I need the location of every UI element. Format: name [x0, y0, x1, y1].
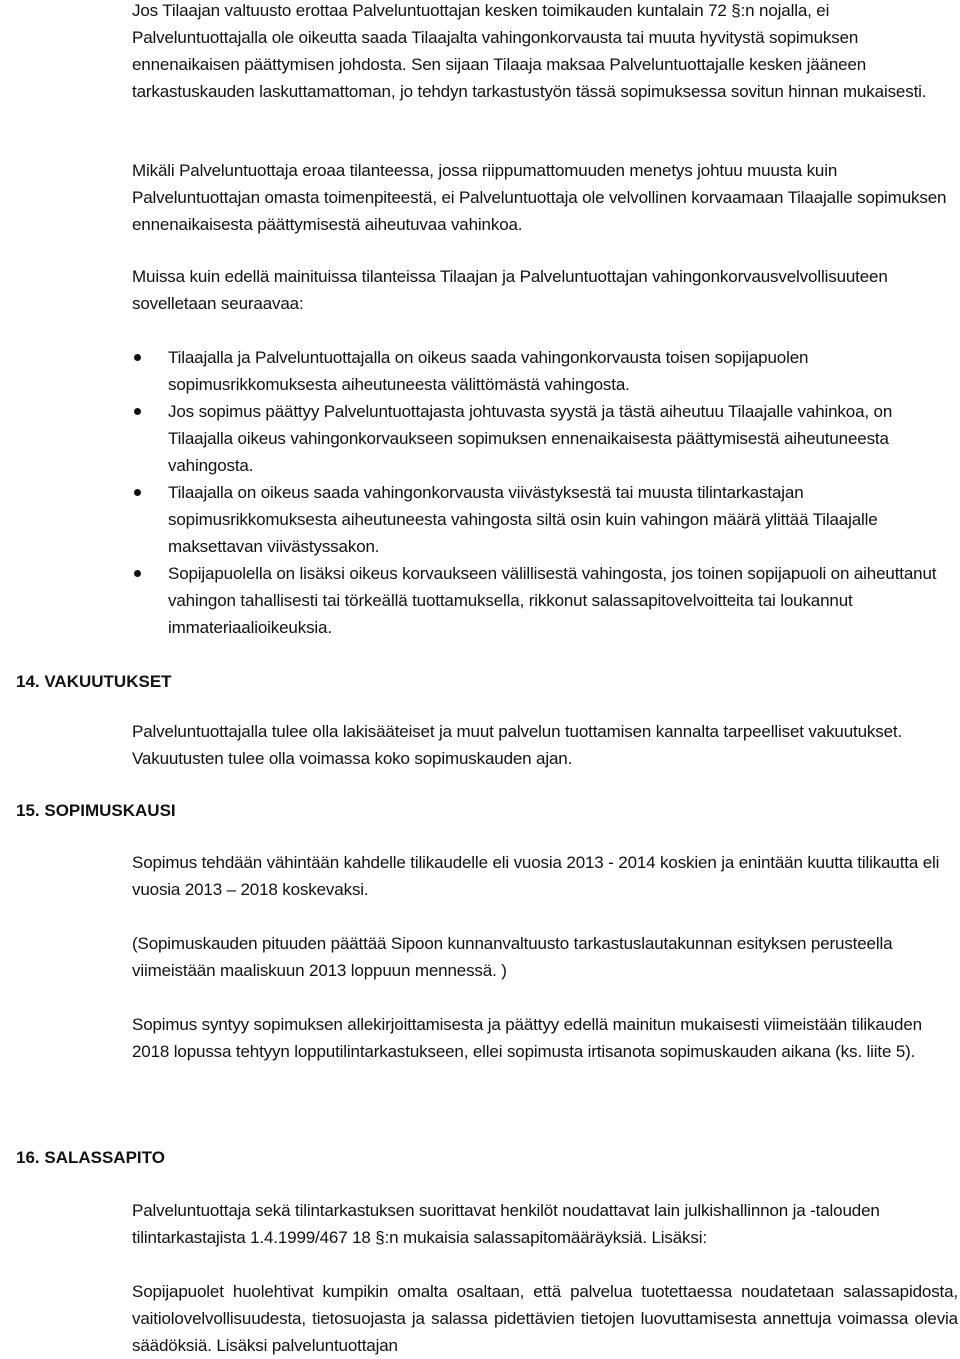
bullet-icon [134, 570, 141, 577]
list-item [132, 344, 958, 398]
paragraph-contract-duration: Sopimus tehdään vähintään kahdelle tilikaudelle eli vuosia 2013 - 2014 koskien ja enintään kuutta tilikautta eli vuosia 2013 – 2018 koskevaksi. [132, 853, 940, 899]
list-item-text: Sopijapuolella on lisäksi oikeus korvaukseen välillisestä vahingosta, jos toinen sopijapuoli on aiheuttanut vahingon tahallisesti tai törkeällä tuottamuksella, rikkonut salassapitovelvoitteita tai loukannut immateriaalioikeuksia. [168, 564, 937, 637]
section-heading-confidentiality: 16. SALASSAPITO [16, 1148, 165, 1167]
list-item-text: Jos sopimus päättyy Palveluntuottajasta johtuvasta syystä ja tästä aiheutuu Tilaajalle vahinkoa, on Tilaajalla oikeus vahingonkorvaukseen sopimuksen ennenaikaisesta päättymisestä aiheutuneesta vahingosta. [168, 402, 893, 475]
paragraph-contract-formation: Sopimus syntyy sopimuksen allekirjoittamisesta ja päättyy edellä mainitun mukaisesti viimeistään tilikauden 2018 lopussa tehtyyn lopputilintarkastukseen, ellei sopimusta irtisanota sopimuskauden aikana (ks. liite 5). [132, 1015, 922, 1061]
section-heading-insurance: 14. VAKUUTUKSET [16, 672, 172, 691]
list-item [132, 479, 958, 560]
bullet-icon [134, 489, 141, 496]
paragraph-early-termination: Jos Tilaajan valtuusto erottaa Palveluntuottajan kesken toimikauden kuntalain 72 §:n nojalla, ei Palveluntuottajalla ole oikeutta saada Tilaajalta vahingonkorvausta tai muuta hyvitystä sopimuksen ennenaikaisen päättymisen johdosta. Sen sijaan Tilaaja maksaa Palveluntuottajalle kesken jääneen tarkastuskauden laskuttamattoman, jo tehdyn tarkastustyön tässä sopimuksessa sovitun hinnan mukaisesti. [132, 1, 927, 101]
bullet-icon [134, 408, 141, 415]
paragraph-confidentiality-obligations: Sopijapuolet huolehtivat kumpikin omalta osaltaan, että palvelua tuotettaessa noudatetaan salassapidosta, vaitiolovelvollisuudesta, tietosuojasta ja salassa pidettävien tietojen luovuttamisesta annettuja voimassa olevia säädöksiä. Lisäksi palveluntuottajan [132, 1282, 958, 1355]
paragraph-contract-decision: (Sopimuskauden pituuden päättää Sipoon kunnanvaltuusto tarkastuslautakunnan esityksen perusteella viimeistään maaliskuun 2013 loppuun mennessä. ) [132, 934, 893, 980]
damages-bullet-list [132, 344, 958, 641]
paragraph-damages-intro: Muissa kuin edellä mainituissa tilanteissa Tilaajan ja Palveluntuottajan vahingonkorvausvelvollisuuteen sovelletaan seuraavaa: [132, 267, 888, 313]
list-item-text: Tilaajalla ja Palveluntuottajalla on oikeus saada vahingonkorvausta toisen sopijapuolen sopimusrikkomuksesta aiheutuneesta välittömästä vahingosta. [168, 348, 809, 394]
list-item-text: Tilaajalla on oikeus saada vahingonkorvausta viivästyksestä tai muusta tilintarkastajan sopimusrikkomuksesta aiheutuneesta vahingosta siltä osin kuin vahingon määrä ylittää Tilaajalle maksettavan viivästyssakon. [168, 483, 878, 556]
list-item [132, 560, 958, 641]
paragraph-insurance: Palveluntuottajalla tulee olla lakisääteiset ja muut palvelun tuottamisen kannalta tarpeelliset vakuutukset. Vakuutusten tulee olla voimassa koko sopimuskauden ajan. [132, 722, 903, 768]
section-heading-contract-period: 15. SOPIMUSKAUSI [16, 801, 176, 820]
bullet-icon [134, 354, 141, 361]
paragraph-confidentiality-law: Palveluntuottaja sekä tilintarkastuksen suorittavat henkilöt noudattavat lain julkishallinnon ja -talouden tilintarkastajista 1.4.1999/467 18 §:n mukaisia salassapitomääräyksiä. Lisäksi: [132, 1201, 880, 1247]
list-item [132, 398, 958, 479]
paragraph-resignation: Mikäli Palveluntuottaja eroaa tilanteessa, jossa riippumattomuuden menetys johtuu muusta kuin Palveluntuottajan omasta toimenpiteestä, ei Palveluntuottaja ole velvollinen korvaamaan Tilaajalle sopimuksen ennenaikaisesta päättymisestä aiheutuvaa vahinkoa. [132, 161, 947, 234]
